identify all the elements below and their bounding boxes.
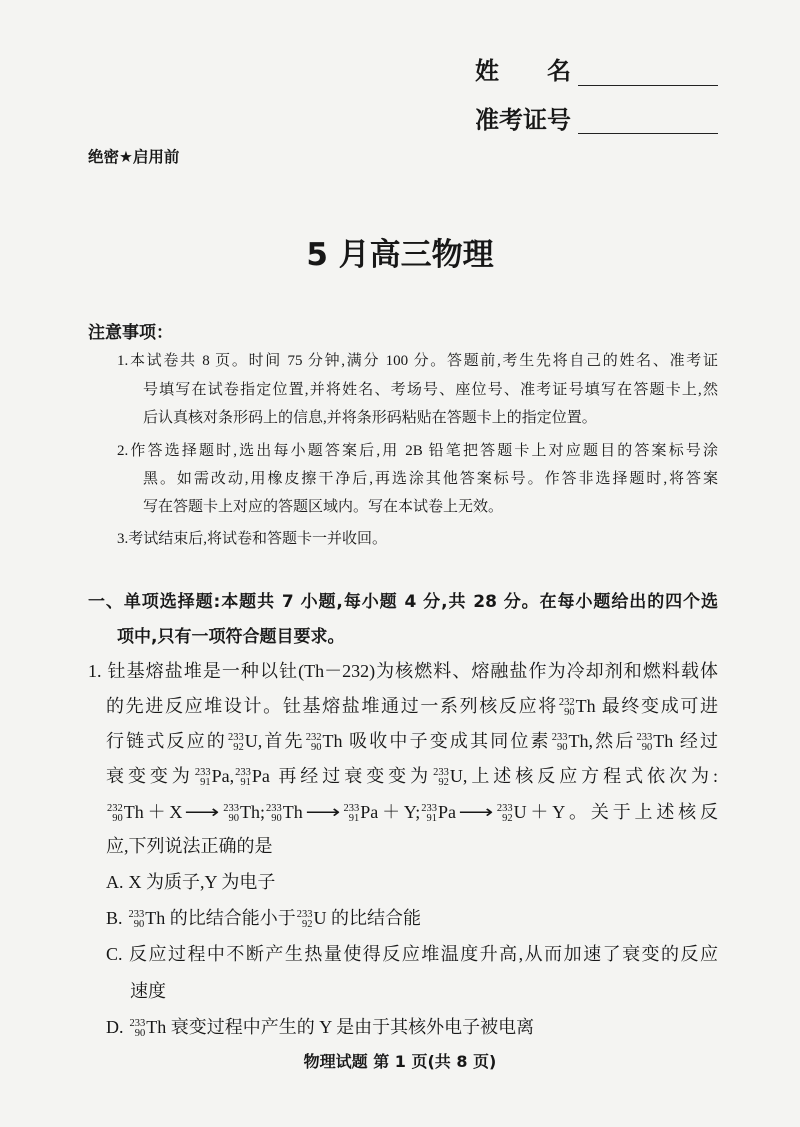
question-1-stem-line [106, 763, 718, 789]
mass-number: 233 [129, 1017, 146, 1029]
notice-item-1-line: 1.本试卷共 8 页。时间 75 分钟,满分 100 分。答题前,考生先将自己的姓名、准考证 [117, 353, 718, 369]
atomic-number: 92 [233, 741, 244, 753]
text-run: Pa＋Y; [360, 802, 421, 822]
text-run: Pa [438, 802, 457, 822]
atomic-number: 90 [271, 812, 282, 824]
question-1-stem-line [106, 728, 718, 754]
text-run: Pa, [211, 766, 235, 786]
question-1-stem-line [88, 658, 718, 684]
option-label: B. [106, 908, 123, 928]
atomic-number: 90 [134, 1027, 146, 1039]
page-footer: 物理试题 第 1 页(共 8 页) [303, 1052, 497, 1071]
notes-heading: 注意事项： [88, 323, 173, 343]
atomic-number: 92 [502, 812, 513, 824]
atomic-number: 91 [348, 812, 360, 824]
atomic-number: 92 [302, 918, 313, 930]
option-label: D. [106, 1017, 124, 1037]
question-1-stem-line [106, 833, 273, 859]
nuclide-notation [636, 733, 652, 753]
text-run: U,首先 [244, 731, 305, 751]
reaction-arrow-icon: ⟶ [184, 802, 220, 823]
atomic-number: 90 [556, 741, 568, 753]
question-1-stem-line [106, 693, 718, 719]
mass-number: 233 [194, 766, 211, 778]
question-number: 1. [88, 661, 102, 681]
option-c [106, 941, 718, 967]
atomic-number: 91 [240, 776, 251, 788]
text-run: 应,下列说法正确的是 [106, 836, 273, 856]
text-run: X 为质子,Y 为电子 [128, 872, 276, 892]
mass-number: 233 [551, 731, 568, 743]
nuclide-notation [306, 733, 322, 753]
atomic-number: 90 [310, 741, 322, 753]
nuclide-notation [433, 768, 449, 788]
mass-number: 233 [636, 731, 653, 743]
option-d [106, 1014, 534, 1040]
mass-number: 233 [433, 766, 449, 778]
mass-number: 233 [265, 802, 282, 814]
question-1-equations-line [106, 799, 718, 825]
mass-number: 233 [296, 908, 313, 920]
nuclide-notation [421, 804, 437, 824]
nuclide-notation [195, 768, 211, 788]
text-run: Pa 再经过衰变变为 [251, 766, 433, 786]
nuclide-notation [223, 804, 239, 824]
atomic-number: 91 [200, 776, 211, 788]
mass-number: 233 [496, 802, 513, 814]
atomic-number: 90 [564, 706, 575, 718]
nuclide-notation [559, 698, 575, 718]
text-run: Th 经过 [653, 731, 719, 751]
nuclide-notation [235, 768, 251, 788]
atomic-number: 90 [641, 741, 653, 753]
mass-number: 233 [343, 802, 360, 814]
name-field-label: 姓 名 [475, 59, 571, 85]
confidential-mark: 绝密★启用前 [88, 148, 180, 166]
nuclide-notation [552, 733, 568, 753]
text-run: 钍基熔盐堆是一种以钍(Th－232)为核燃料、熔融盐作为冷却剂和燃料载体 [106, 661, 718, 681]
text-run: Th; [239, 802, 265, 822]
nuclide-notation [497, 804, 513, 824]
text-run: Th 衰变过程中产生的 Y 是由于其核外电子被电离 [146, 1017, 535, 1037]
text-run: Th 最终变成可进 [575, 696, 718, 716]
notice-item-1-line: 后认真核对条形码上的信息,并将条形码粘贴在答题卡上的指定位置。 [143, 410, 597, 426]
mass-number: 233 [235, 766, 251, 778]
nuclide-notation [228, 733, 244, 753]
nuclide-notation [266, 804, 282, 824]
section-heading-line: 一、单项选择题:本题共 7 小题,每小题 4 分,共 28 分。在每小题给出的四个选 [88, 592, 718, 612]
reaction-arrow-icon: ⟶ [458, 802, 494, 823]
option-label: C. [106, 944, 123, 964]
text-run: 衰变变为 [106, 766, 194, 786]
mass-number: 233 [223, 802, 239, 814]
reaction-arrow-icon: ⟶ [305, 802, 341, 823]
mass-number: 232 [107, 802, 123, 814]
text-run: 反应过程中不断产生热量使得反应堆温度升高,从而加速了衰变的反应 [127, 944, 718, 964]
notice-item-2-line: 黑。如需改动,用橡皮擦干净后,再选涂其他答案标号。作答非选择题时,将答案 [143, 471, 718, 487]
option-label: A. [106, 872, 124, 892]
option-b [106, 905, 421, 931]
mass-number: 233 [128, 908, 145, 920]
mass-number: 233 [421, 802, 438, 814]
mass-number: 232 [305, 731, 322, 743]
notice-item-1-line: 号填写在试卷指定位置,并将姓名、考场号、座位号、准考证号填写在答题卡上,然 [143, 382, 718, 398]
atomic-number: 90 [133, 918, 145, 930]
nuclide-notation [344, 804, 360, 824]
nuclide-notation [130, 1019, 146, 1039]
option-a [106, 869, 275, 895]
text-run: 的先进反应堆设计。钍基熔盐堆通过一系列核反应将 [106, 696, 558, 716]
text-run: Th＋X [123, 802, 183, 822]
exam-id-field-underline [578, 133, 718, 134]
notice-item-3-line: 3.考试结束后,将试卷和答题卡一并收回。 [117, 531, 388, 547]
mass-number: 233 [227, 731, 244, 743]
atomic-number: 90 [112, 812, 123, 824]
text-run: Th,然后 [568, 731, 636, 751]
exam-id-field-label: 准考证号 [475, 108, 571, 134]
text-run: U 的比结合能 [313, 908, 422, 928]
mass-number: 232 [558, 696, 575, 708]
text-run: Th 吸收中子变成其同位素 [322, 731, 551, 751]
name-field-underline [578, 85, 718, 86]
nuclide-notation [107, 804, 123, 824]
text-run: 速度 [130, 981, 166, 1001]
notice-item-2-line: 写在答题卡上对应的答题区域内。写在本试卷上无效。 [143, 499, 504, 515]
page-title: 5 月高三物理 [306, 237, 494, 273]
atomic-number: 91 [426, 812, 438, 824]
atomic-number: 92 [438, 776, 449, 788]
text-run: Th [282, 802, 303, 822]
option-c-continuation [130, 978, 166, 1004]
text-run: Th 的比结合能小于 [145, 908, 296, 928]
nuclide-notation [129, 910, 145, 930]
notice-item-2-line: 2.作答选择题时,选出每小题答案后,用 2B 铅笔把答题卡上对应题目的答案标号涂 [117, 443, 718, 459]
text-run: U＋Y。关于上述核反 [513, 802, 719, 822]
nuclide-notation [297, 910, 313, 930]
text-run: U,上述核反应方程式依次为: [449, 766, 718, 786]
text-run: 行链式反应的 [106, 731, 227, 751]
section-heading-line: 项中,只有一项符合题目要求。 [117, 627, 345, 647]
atomic-number: 90 [228, 812, 239, 824]
